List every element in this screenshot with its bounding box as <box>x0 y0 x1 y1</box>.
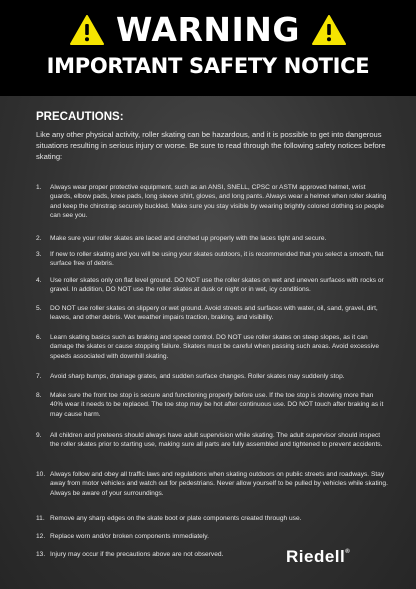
precautions-intro: Like any other physical activity, roller skating can be hazardous, and it is possible to get into dangerous situations resulting in serious injury or worse. Be sure to read through the following safety notices before skating: <box>36 130 386 161</box>
item-number: 3. <box>36 251 42 258</box>
item-text: Avoid sharp bumps, drainage grates, and sudden surface changes. Roller skates may suddenly stop. <box>50 373 345 380</box>
content-panel <box>0 96 416 589</box>
safety-notice-title: IMPORTANT SAFETY NOTICE <box>46 54 370 78</box>
riedell-logo <box>286 547 386 571</box>
item-number: 4. <box>36 277 42 284</box>
item-number: 10. <box>36 471 46 478</box>
item-text: Remove any sharp edges on the skate boot or plate components created through use. <box>50 515 302 522</box>
item-text: Make sure your roller skates are laced and cinched up properly with the laces tight and secure. <box>50 235 327 242</box>
warning-row <box>0 8 416 52</box>
item-text: Learn skating basics such as braking and speed control. DO NOT use roller skates on steep slopes, as it can damage the skates or cause stopping failure. Skaters must be careful when passing such areas. Avoid excessive speeds associated with downhill skating. <box>50 334 380 360</box>
warning-triangle-icon <box>312 15 346 45</box>
registered-mark: ® <box>345 549 351 555</box>
item-number: 5. <box>36 305 42 312</box>
item-number: 8. <box>36 392 42 399</box>
item-text: Injury may occur if the precautions above are not observed. <box>50 551 224 558</box>
warning-triangle-icon <box>70 15 104 45</box>
item-text: Always follow and obey all traffic laws and regulations when skating outdoors on public streets and roadways. Stay away from motor vehicles and watch out for pedestrians. Never allow yourself to be pulled by vehicles while skating. Always be aware of your surroundings. <box>50 471 388 497</box>
item-text: All children and preteens should always have adult supervision while skating. The adult supervisor should inspect the roller skates prior to starting use, making sure all parts are fully assembled and tightened to prevent accidents. <box>50 432 383 449</box>
item-number: 1. <box>36 184 42 191</box>
item-number: 12. <box>36 533 46 540</box>
item-text: Use roller skates only on flat level ground. DO NOT use the roller skates on wet and uneven surfaces with rocks or gravel. In addition, DO NOT use the roller skates at dusk or night or in wet, icy conditions. <box>50 277 384 294</box>
item-number: 11. <box>36 515 45 522</box>
item-number: 13. <box>36 551 46 558</box>
item-text: If new to roller skating and you will be using your skates outdoors, it is recommended that you select a smooth, flat surface free of debris. <box>50 251 384 268</box>
item-number: 9. <box>36 432 42 439</box>
item-number: 6. <box>36 334 42 341</box>
header-banner <box>0 0 416 96</box>
item-text: DO NOT use roller skates on slippery or wet ground. Avoid streets and surfaces with water, oil, sand, gravel, dirt, leaves, and other debris. Wet weather impairs traction, braking, and visibility. <box>50 305 378 322</box>
item-number: 2. <box>36 235 42 242</box>
item-number: 7. <box>36 373 42 380</box>
precautions-title: PRECAUTIONS: <box>36 111 124 123</box>
item-text: Always wear proper protective equipment, such as an ANSI, SNELL, CPSC or ASTM approved helmet, wrist guards, elbow pads, knee pads, long sleeve shirt, gloves, and long pants. Always wear a helmet when roller skating and keep the chinstrap securely buckled. Make sure you stay visible by wearing brightly colored clothing so people can see you. <box>50 184 387 220</box>
warning-heading: WARNING <box>116 10 300 49</box>
precautions-section <box>0 96 416 589</box>
logo-text: Riedell <box>286 547 346 566</box>
item-text: Make sure the front toe stop is secure and functioning properly before use. If the toe stop is showing more than 40% wear it needs to be replaced. The toe stop may be hot after continuous use. DO NOT touch after braking as it may cause harm. <box>50 392 384 418</box>
item-text: Replace worn and/or broken components immediately. <box>50 533 209 540</box>
